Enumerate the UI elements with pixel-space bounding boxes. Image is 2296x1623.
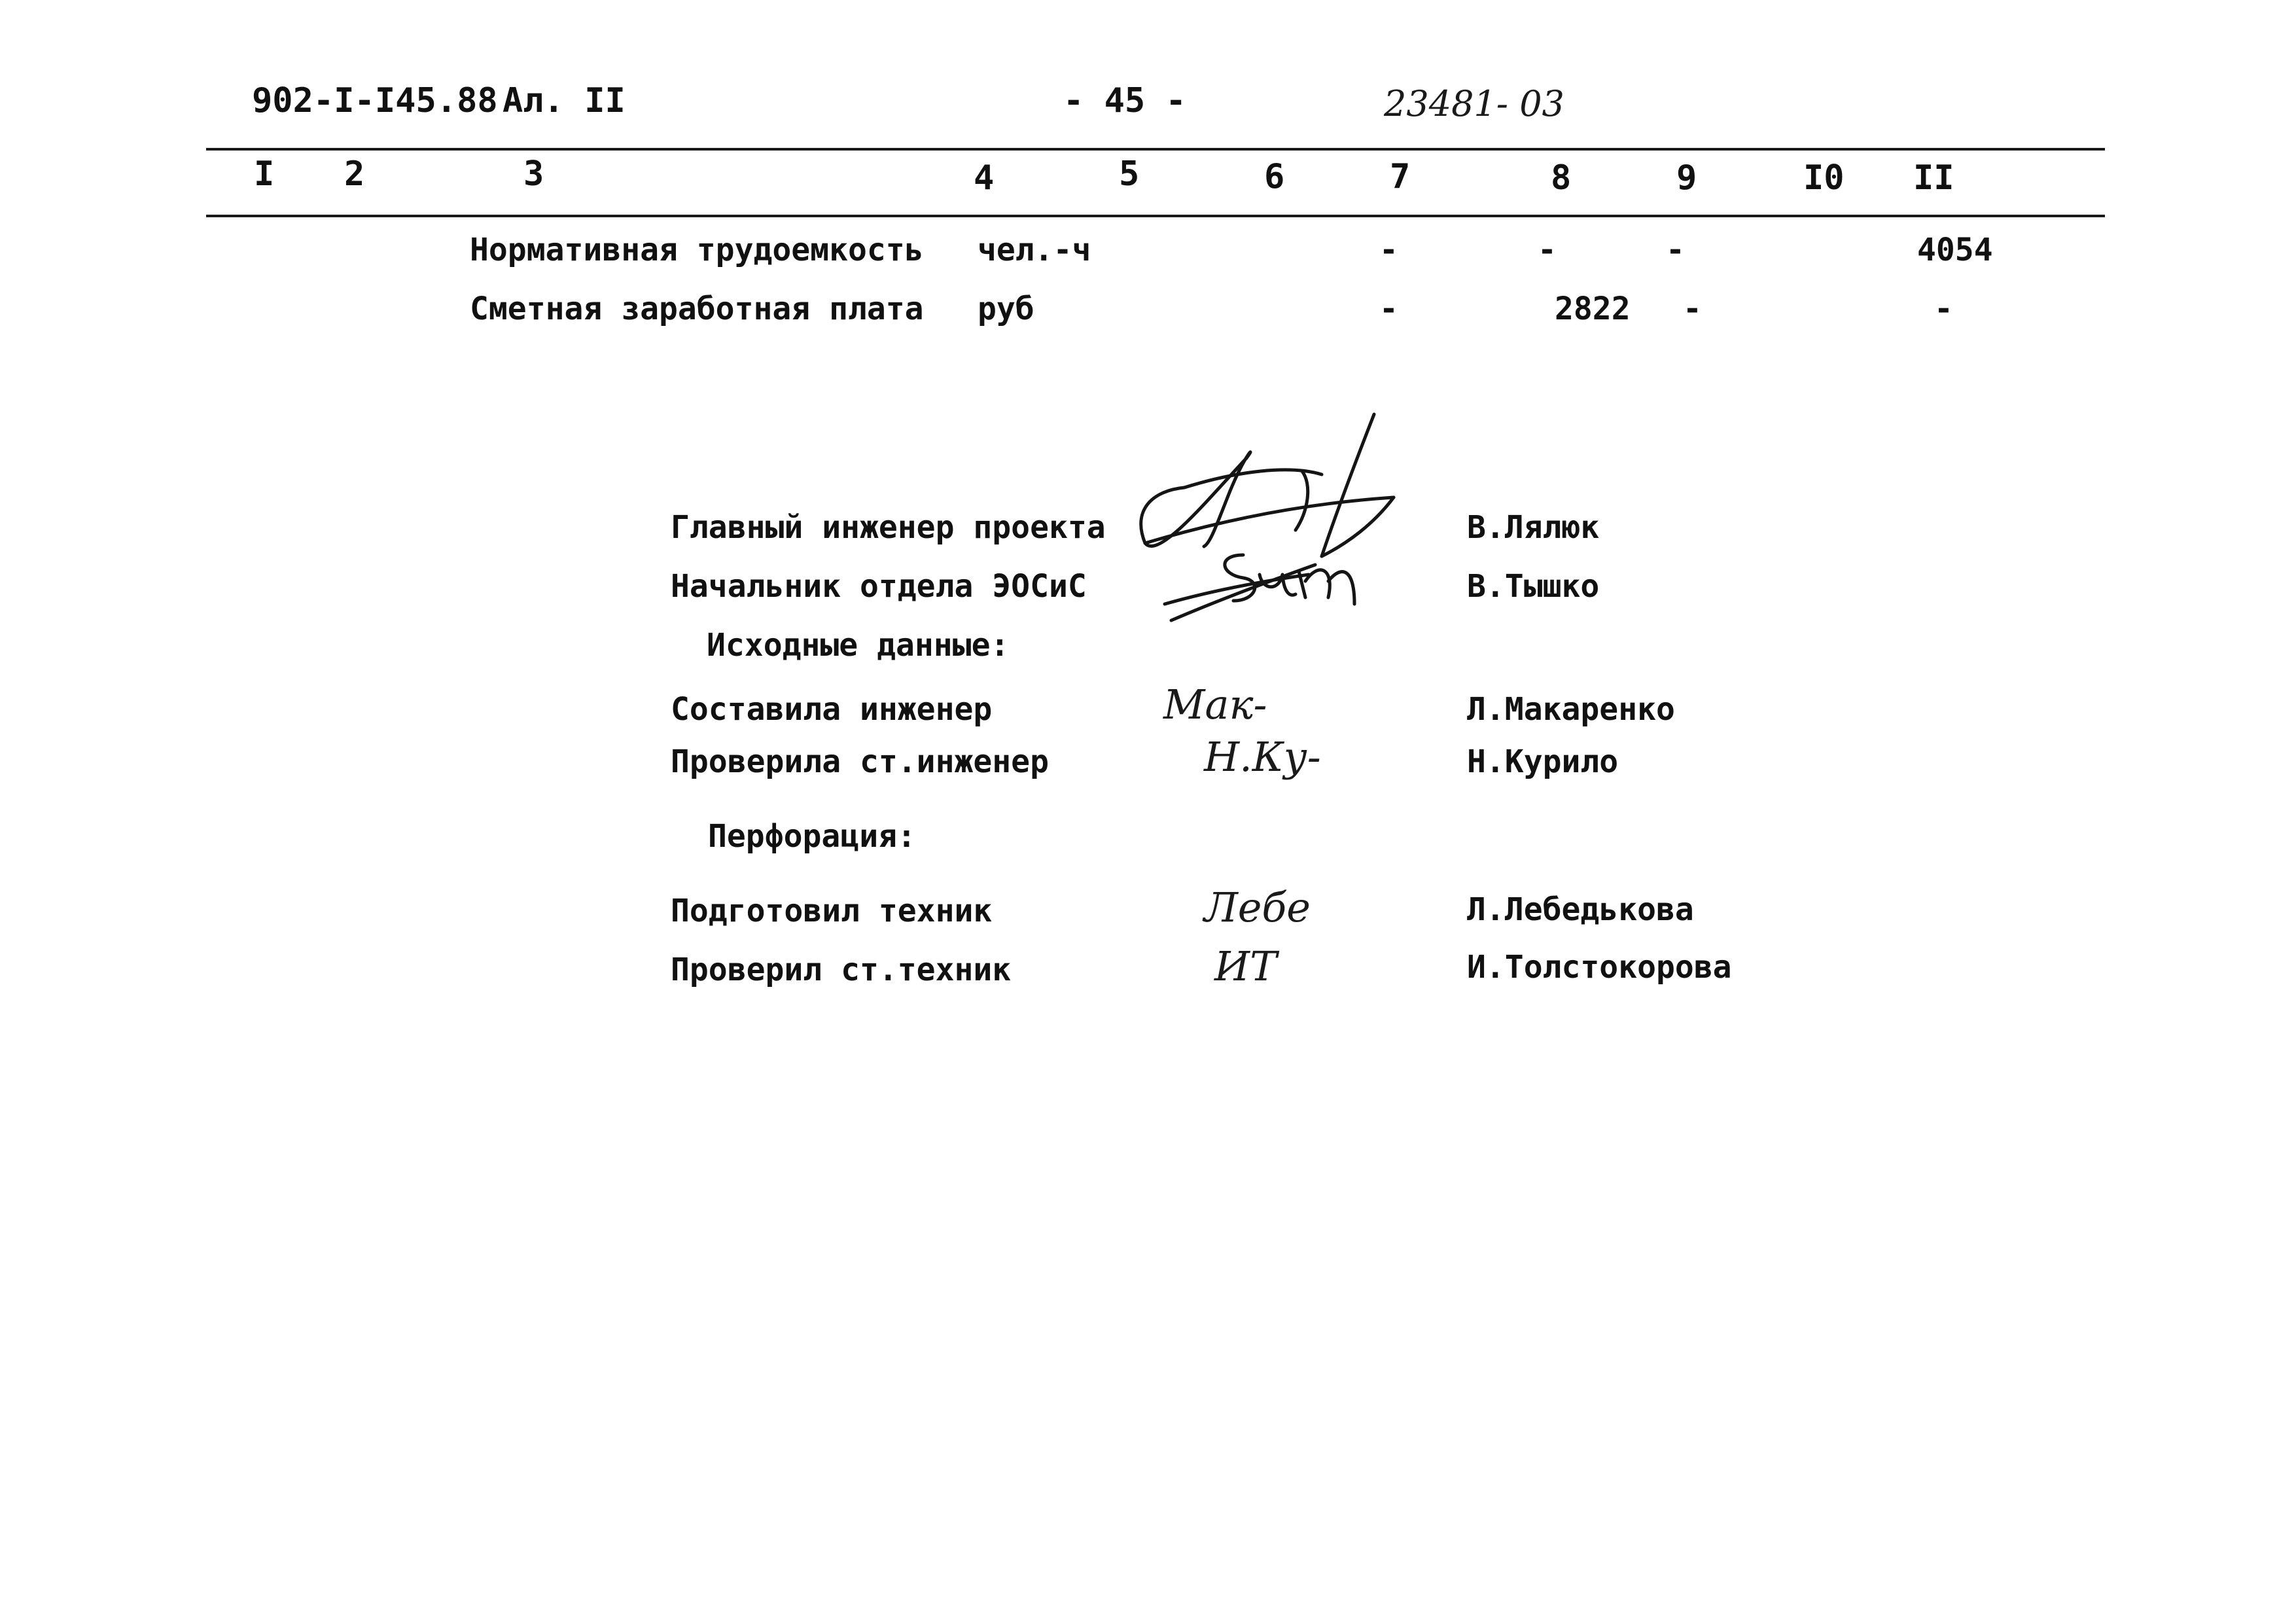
column-header-11: II bbox=[1913, 158, 1954, 198]
source-data-heading: Исходные данные: bbox=[707, 627, 1010, 664]
checked-by-role: Проверила ст.инженер bbox=[671, 743, 1049, 780]
table-top-rule bbox=[206, 148, 2105, 151]
row-col11-value: - bbox=[1934, 291, 1953, 327]
column-header-1: I bbox=[254, 154, 275, 194]
department-head-role: Начальник отдела ЭОСиС bbox=[671, 568, 1087, 605]
compiled-by-handwritten: Мак- bbox=[1163, 681, 1267, 728]
column-header-9: 9 bbox=[1676, 158, 1697, 198]
department-head-signature bbox=[1165, 535, 1361, 633]
prepared-by-role: Подготовил техник bbox=[671, 893, 993, 929]
checked-by-name: Н.Курило bbox=[1467, 743, 1619, 780]
inventory-number: 23481- 03 bbox=[1384, 83, 1564, 124]
row-col11-value: 4054 bbox=[1917, 232, 1993, 268]
column-header-8: 8 bbox=[1551, 158, 1572, 198]
department-head-name: В.Тышко bbox=[1467, 568, 1600, 605]
chief-engineer-name: В.Лялюк bbox=[1467, 509, 1600, 546]
prepared-by-name: Л.Лебедькова bbox=[1467, 891, 1694, 928]
row-col9-value: - bbox=[1666, 232, 1685, 268]
column-header-2: 2 bbox=[344, 154, 365, 194]
checked-by-handwritten: Н.Ку- bbox=[1204, 733, 1321, 781]
row-col7-value: - bbox=[1379, 291, 1398, 327]
column-header-5: 5 bbox=[1119, 154, 1140, 194]
table-header-rule bbox=[206, 215, 2105, 217]
column-header-6: 6 bbox=[1264, 157, 1285, 196]
album-number: Ал. II bbox=[503, 81, 626, 120]
row-col8-value: - bbox=[1538, 232, 1557, 268]
row-label: Сметная заработная плата bbox=[470, 291, 924, 327]
row-label: Нормативная трудоемкость bbox=[470, 232, 924, 268]
column-header-4: 4 bbox=[974, 158, 995, 198]
column-header-7: 7 bbox=[1390, 157, 1411, 196]
compiled-by-role: Составила инженер bbox=[671, 691, 993, 728]
column-header-3: 3 bbox=[523, 154, 544, 194]
perforation-heading: Перфорация: bbox=[708, 818, 916, 855]
row-col9-value: - bbox=[1683, 291, 1702, 327]
row-col7-value: - bbox=[1379, 232, 1398, 268]
verified-by-name: И.Толстокорова bbox=[1467, 949, 1732, 986]
prepared-by-handwritten: Лебе bbox=[1204, 883, 1311, 931]
page-number: - 45 - bbox=[1063, 81, 1186, 120]
compiled-by-name: Л.Макаренко bbox=[1467, 691, 1675, 728]
chief-engineer-role: Главный инженер проекта bbox=[671, 509, 1106, 546]
row-unit: руб bbox=[978, 291, 1034, 327]
column-header-10: I0 bbox=[1803, 158, 1845, 198]
document-code: 902-I-I45.88 bbox=[252, 81, 498, 120]
row-unit: чел.-ч bbox=[978, 232, 1091, 268]
verified-by-role: Проверил ст.техник bbox=[671, 952, 1012, 988]
row-col8-value: 2822 bbox=[1555, 291, 1631, 327]
verified-by-handwritten: ИТ bbox=[1214, 942, 1277, 990]
